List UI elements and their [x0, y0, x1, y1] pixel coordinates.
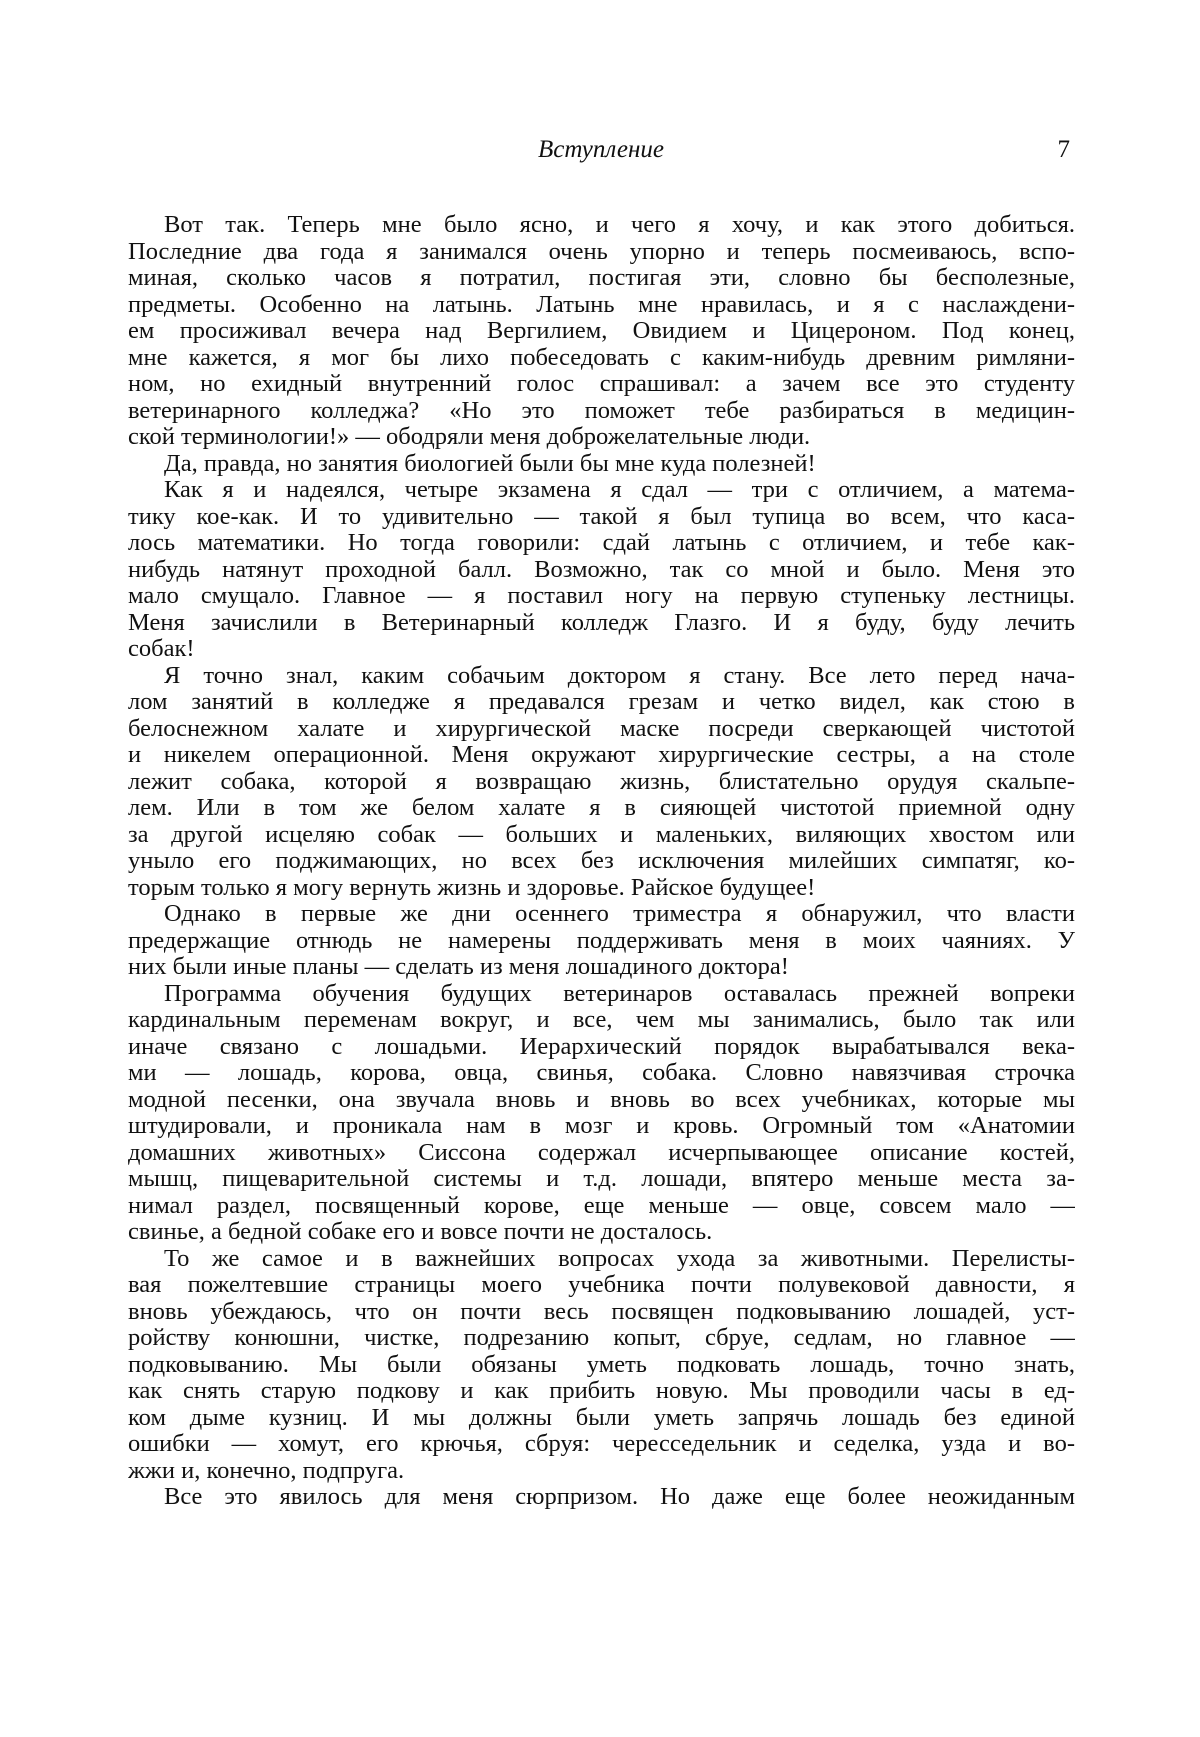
text-line: лем. Или в том же белом халате я в сияющей чистотой приемной одну — [128, 795, 1075, 821]
text-line: ем просиживал вечера над Вергилием, Овидием и Цицероном. Под конец, — [128, 318, 1075, 344]
text-line: мышц, пищеварительной системы и т.д. лошади, впятеро меньше места за- — [128, 1166, 1075, 1192]
text-line: Меня зачислили в Ветеринарный колледж Глазго. И я буду, буду лечить — [128, 609, 1075, 636]
text-line: ошибки — хомут, его крючья, сбруя: чересседельник и седелка, узда и во- — [128, 1431, 1075, 1457]
text-line: уныло его поджимающих, но всех без исключения милейших симпатяг, ко- — [128, 848, 1075, 874]
text-line: и никелем операционной. Меня окружают хирургические сестры, а на столе — [128, 742, 1075, 768]
text-line: лом занятий в колледже я предавался грезам и четко видел, как стою в — [128, 689, 1075, 715]
page-number: 7 — [1057, 136, 1070, 163]
text-line: штудировали, и проникала нам в мозг и кровь. Огромный том «Анатомии — [128, 1113, 1075, 1139]
text-line: них были иные планы — сделать из меня лошадиного доктора! — [128, 954, 789, 980]
text-line: лежит собака, которой я возвращаю жизнь, блистательно орудуя скальпе- — [128, 768, 1075, 795]
text-line: Все это явилось для меня сюрпризом. Но даже еще более неожиданным — [164, 1484, 1075, 1510]
text-line: ном, но ехидный внутренний голос спрашивал: а зачем все это студенту — [128, 371, 1075, 397]
text-line: за другой исцеляю собак — больших и маленьких, виляющих хвостом или — [128, 821, 1075, 848]
text-line: мало смущало. Главное — я поставил ногу на первую ступеньку лестницы. — [128, 583, 1075, 609]
text-line: подковыванию. Мы были обязаны уметь подковать лошадь, точно знать, — [128, 1351, 1075, 1378]
text-line: белоснежном халате и хирургической маске посреди сверкающей чистотой — [128, 715, 1075, 742]
text-line: Да, правда, но занятия биологией были бы мне куда полезней! — [164, 450, 816, 477]
text-line: ми — лошадь, корова, овца, свинья, собака. Словно навязчивая строчка — [128, 1060, 1075, 1086]
text-line: торым только я могу вернуть жизнь и здоровье. Райское будущее! — [128, 874, 816, 901]
text-line: свинье, а бедной собаке его и вовсе почти не досталось. — [128, 1219, 713, 1245]
text-line: Как я и надеялся, четыре экзамена я сдал — три с отличием, а матема- — [164, 477, 1075, 503]
running-title: Вступление — [537, 136, 664, 163]
text-line: Я точно знал, каким собачьим доктором я стану. Все лето перед нача- — [164, 662, 1075, 689]
text-line: Последние два года я занимался очень упорно и теперь посмеиваюсь, вспо- — [128, 238, 1075, 265]
text-line: как снять старую подкову и как прибить новую. Мы проводили часы в ед- — [128, 1378, 1075, 1404]
text-line: нибудь натянут проходной балл. Возможно, так со мной и было. Меня это — [128, 556, 1075, 583]
text-line: вновь убеждаюсь, что он почти весь посвящен подковыванию лошадей, уст- — [128, 1298, 1075, 1325]
body-text — [128, 212, 1075, 1511]
text-line: ской терминологии!» — ободряли меня доброжелательные люди. — [128, 424, 811, 450]
text-line: мне кажется, я мог бы лихо побеседовать с каким-нибудь древним римляни- — [128, 344, 1075, 371]
text-line: Однако в первые же дни осеннего триместра я обнаружил, что власти — [164, 901, 1075, 927]
text-line: вая пожелтевшие страницы моего учебника почти полувековой давности, я — [128, 1272, 1075, 1298]
text-line: модной песенки, она звучала вновь и вновь во всех учебниках, которые мы — [128, 1086, 1075, 1113]
text-line: тику кое-как. И то удивительно — такой я был тупица во всем, что каса- — [128, 503, 1075, 530]
text-line: кардинальным переменам вокруг, и все, чем мы занимались, было так или — [128, 1007, 1075, 1033]
text-line: собак! — [128, 636, 195, 662]
text-line: иначе связано с лошадьми. Иерархический порядок вырабатывался века- — [128, 1033, 1075, 1060]
text-line: домашних животных» Сиссона содержал исчерпывающее описание костей, — [128, 1139, 1075, 1166]
text-line: ком дыме кузниц. И мы должны были уметь запрячь лошадь без единой — [128, 1404, 1075, 1431]
running-head — [126, 136, 1076, 176]
text-line: ветеринарного колледжа? «Но это поможет тебе разбираться в медицин- — [128, 397, 1075, 424]
text-line: Вот так. Теперь мне было ясно, и чего я хочу, и как этого добиться. — [164, 212, 1075, 238]
text-line: предметы. Особенно на латынь. Латынь мне нравилась, и я с наслаждени- — [128, 291, 1075, 318]
text-line: То же самое и в важнейших вопросах ухода за животными. Перелисты- — [164, 1245, 1075, 1272]
text-line: предержащие отнюдь не намерены поддерживать меня в моих чаяниях. У — [128, 927, 1075, 954]
text-line: ройству конюшни, чистке, подрезанию копыт, сбруе, седлам, но главное — — [128, 1325, 1075, 1351]
text-line: миная, сколько часов я потратил, постигая эти, словно бы бесполезные, — [128, 265, 1075, 291]
text-line: Программа обучения будущих ветеринаров оставалась прежней вопреки — [164, 980, 1075, 1007]
text-line: лось математики. Но тогда говорили: сдай латынь с отличием, и тебе как- — [128, 530, 1075, 556]
text-line: жжи и, конечно, подпруга. — [128, 1457, 405, 1484]
text-line: нимал раздел, посвященный корове, еще меньше — овце, совсем мало — — [128, 1192, 1075, 1219]
